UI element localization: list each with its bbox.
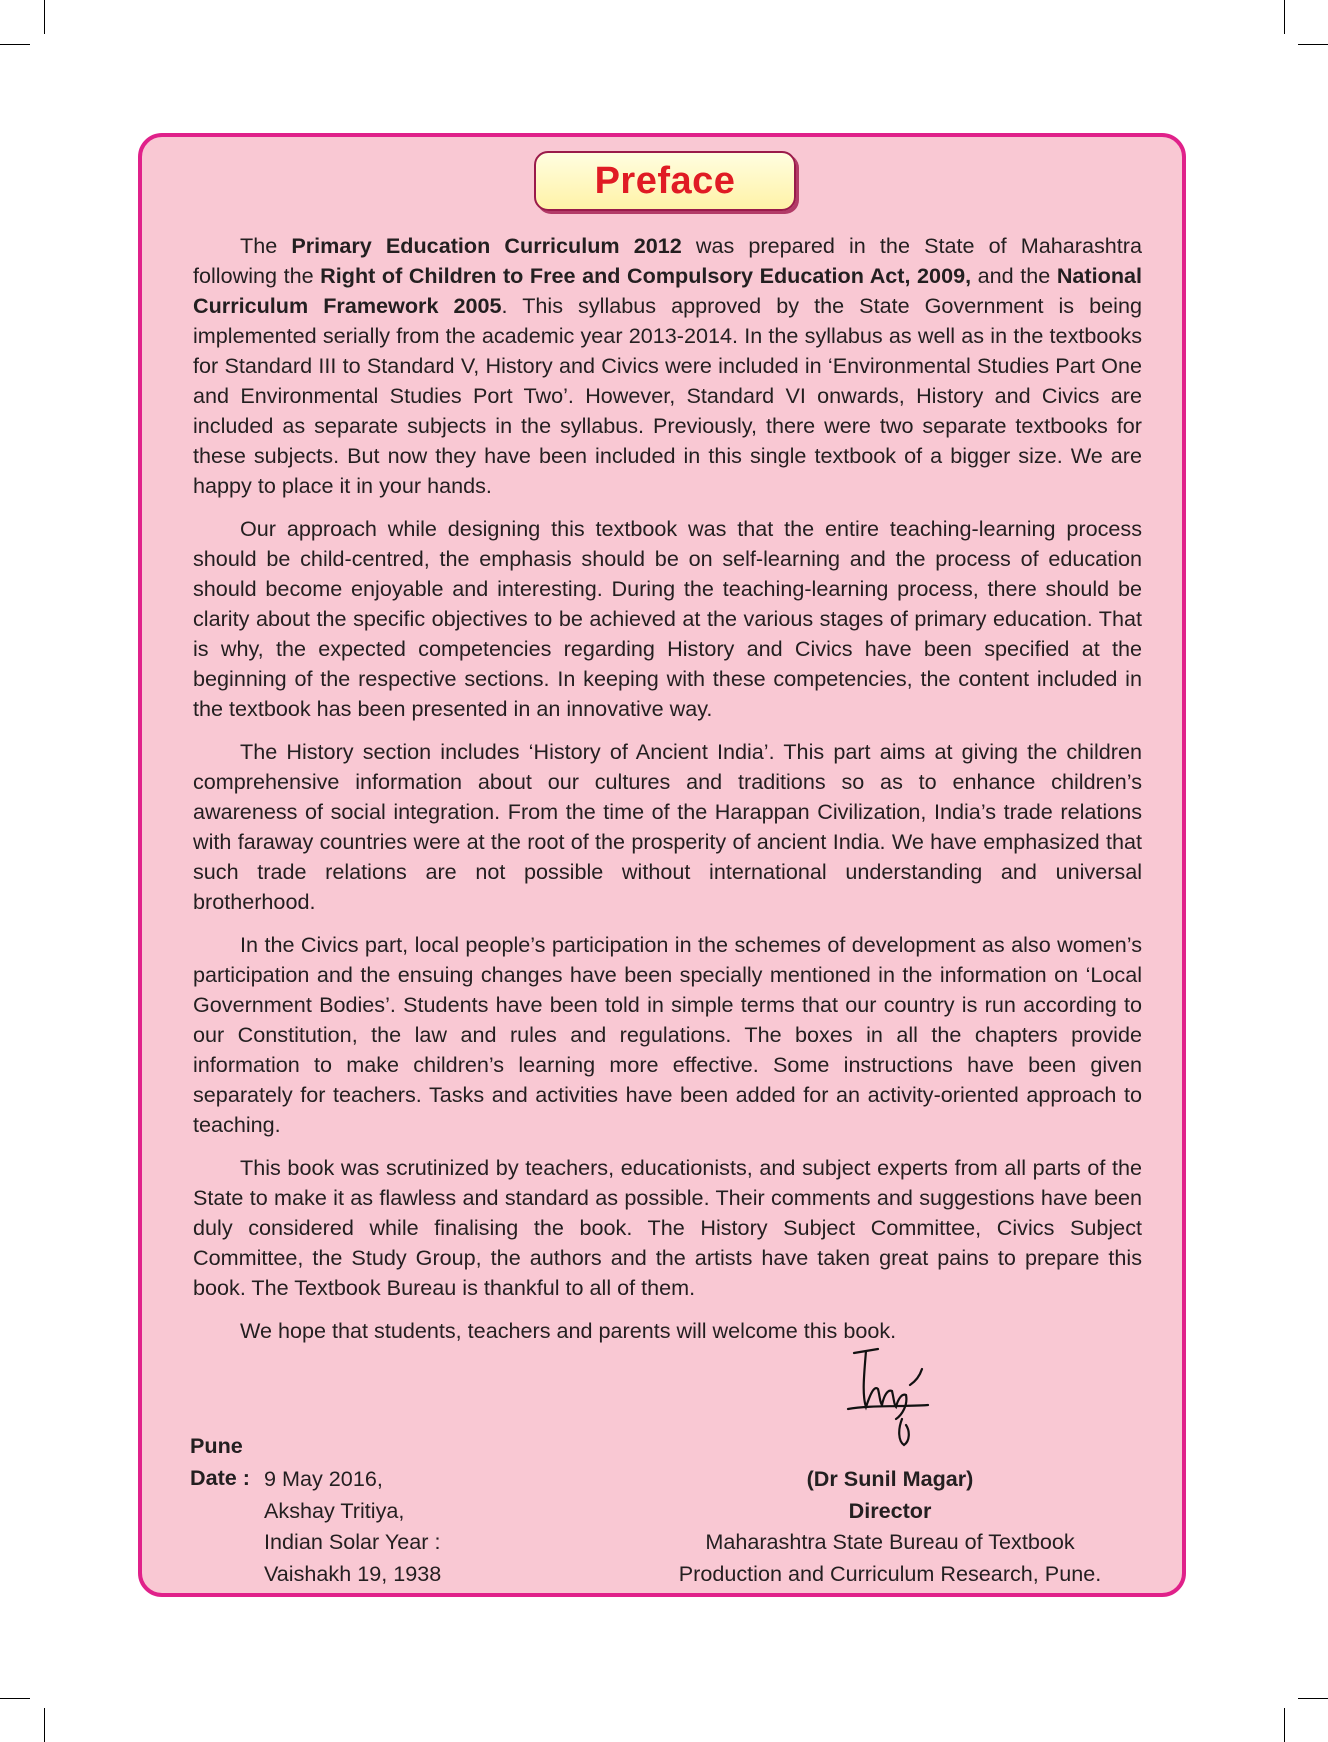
organization-line: Maharashtra State Bureau of Textbook	[705, 1529, 1075, 1554]
date-label: Date :	[190, 1465, 250, 1490]
date-line: 9 May 2016,	[264, 1466, 383, 1491]
crop-mark	[1284, 1708, 1285, 1742]
crop-mark	[1284, 0, 1285, 34]
paragraph-text: We hope that students, teachers and parents will welcome this book.	[240, 1318, 897, 1343]
date-line: Akshay Tritiya,	[264, 1497, 405, 1523]
paragraph-text: and the	[971, 263, 1057, 288]
signatory-block	[640, 1463, 1140, 1589]
signature-image	[840, 1345, 940, 1465]
title-banner	[534, 151, 796, 211]
paragraph-text: was prepared in the State of Maharashtra following the	[193, 233, 1142, 288]
preface-paragraph	[193, 514, 1142, 724]
bold-text: Primary Education Curriculum 2012	[291, 233, 682, 258]
paragraph-text: The History section includes ‘History of Ancient India’. This part aims at giving the children comprehensive information about our cultures and traditions so as to enhance children’s awareness of social integration. From the time of the Harappan Civilization, India’s trade relations with faraway countries were at the root of the prosperity of ancient India. We have emphasized that such trade relations are not possible without international understanding and universal brotherhood.	[193, 739, 1142, 914]
date-block	[264, 1463, 441, 1589]
bold-text: National Curriculum Framework 2005	[193, 263, 1143, 318]
preface-paragraph	[193, 1316, 1142, 1346]
crop-mark	[44, 1708, 45, 1742]
crop-mark	[44, 0, 45, 34]
page-title: Preface	[594, 159, 736, 202]
crop-mark	[0, 44, 30, 45]
preface-body	[193, 231, 1142, 1359]
bold-text: Right of Children to Free and Compulsory Education Act, 2009,	[320, 263, 972, 288]
preface-paragraph	[193, 930, 1142, 1140]
paragraph-text: The	[240, 233, 292, 258]
crop-mark	[1298, 1698, 1328, 1699]
date-line: Vaishakh 19, 1938	[264, 1560, 442, 1586]
signatory-title: Director	[848, 1497, 932, 1523]
organization-line: Production and Curriculum Research, Pune.	[678, 1560, 1102, 1586]
paragraph-text: Our approach while designing this textbook was that the entire teaching-learning process should be child-centred, the emphasis should be on self-learning and the process of education should become enjoyable and interesting. During the teaching-learning process, there should be clarity about the specific objectives to be achieved at the various stages of primary education. That is why, the expected competencies regarding History and Civics have been specified at the beginning of the respective sections. In keeping with these competencies, the content included in the textbook has been presented in an innovative way.	[193, 516, 1142, 721]
place-label: Pune	[190, 1433, 243, 1458]
preface-paragraph	[193, 737, 1142, 917]
paragraph-text: This book was scrutinized by teachers, educationists, and subject experts from all parts of the State to make it as flawless and standard as possible. Their comments and suggestions have been duly considered while finalising the book. The History Subject Committee, Civics Subject Committee, the Study Group, the authors and the artists have taken great pains to prepare this book. The Textbook Bureau is thankful to all of them.	[193, 1155, 1142, 1300]
paragraph-text: . This syllabus approved by the State Government is being implemented serially from the academic year 2013-2014. In the syllabus as well as in the textbooks for Standard III to Standard V, History and Civics were included in ‘Environmental Studies Part One and Environmental Studies Port Two’. However, Standard VI onwards, History and Civics are included as separate subjects in the syllabus. Previously, there were two separate textbooks for these subjects. But now they have been included in this single textbook of a bigger size. We are happy to place it in your hands.	[193, 293, 1142, 498]
date-line: Indian Solar Year :	[264, 1529, 441, 1554]
signatory-name: (Dr Sunil Magar)	[806, 1466, 974, 1491]
preface-paragraph	[193, 231, 1142, 501]
crop-mark	[0, 1698, 30, 1699]
preface-paragraph	[193, 1153, 1142, 1303]
paragraph-text: In the Civics part, local people’s participation in the schemes of development as also women’s participation and the ensuing changes have been specially mentioned in the information on ‘Local Government Bodies’. Students have been told in simple terms that our country is run according to our Constitution, the law and rules and regulations. The boxes in all the chapters provide information to make children’s learning more effective. Some instructions have been given separately for teachers. Tasks and activities have been added for an activity-oriented approach to teaching.	[193, 932, 1142, 1137]
crop-mark	[1298, 44, 1328, 45]
